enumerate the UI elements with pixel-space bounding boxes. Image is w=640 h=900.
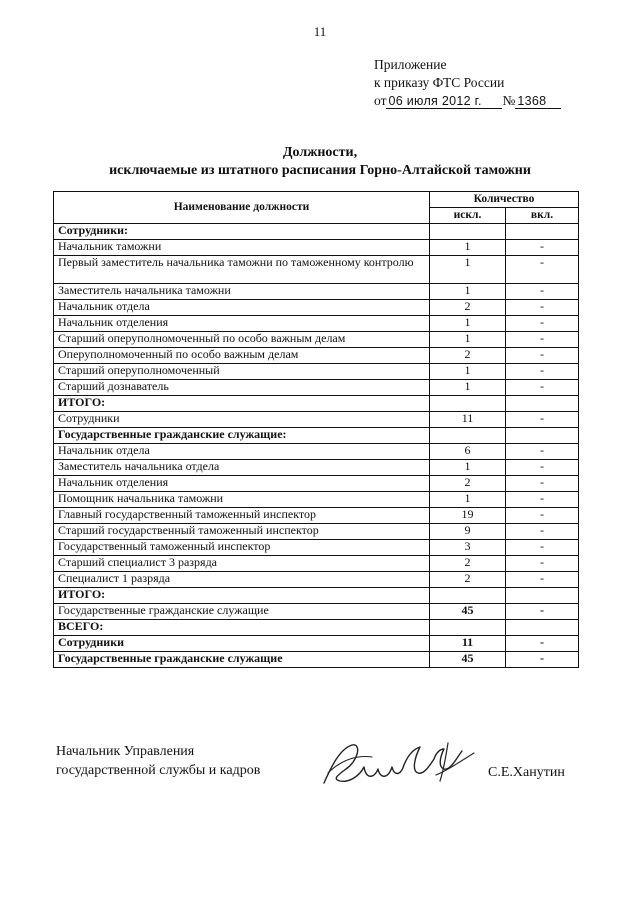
row-name: Начальник таможни (54, 240, 430, 256)
row-excl: 1 (430, 284, 506, 300)
table-row (54, 348, 579, 364)
row-incl: - (506, 444, 579, 460)
row-excl: 1 (430, 332, 506, 348)
row-incl: - (506, 316, 579, 332)
row-excl (430, 588, 506, 604)
row-name: Государственный таможенный инспектор (54, 540, 430, 556)
row-excl: 19 (430, 508, 506, 524)
row-excl: 2 (430, 556, 506, 572)
row-excl: 2 (430, 572, 506, 588)
table-row (54, 524, 579, 540)
number-prefix: № (502, 93, 516, 108)
row-incl: - (506, 524, 579, 540)
row-name: Старший государственный таможенный инспектор (54, 524, 430, 540)
positions-table (53, 191, 579, 668)
row-name: Старший оперуполномоченный по особо важным делам (54, 332, 430, 348)
row-incl: - (506, 300, 579, 316)
row-incl: - (506, 412, 579, 428)
table-row (54, 300, 579, 316)
row-excl: 11 (430, 412, 506, 428)
row-excl: 1 (430, 364, 506, 380)
row-excl (430, 428, 506, 444)
title-line-1: Должности, (282, 145, 358, 160)
row-name: Заместитель начальника отдела (54, 460, 430, 476)
page-number: 11 (313, 24, 327, 39)
row-name: Начальник отдела (54, 444, 430, 460)
row-incl (506, 428, 579, 444)
row-excl: 6 (430, 444, 506, 460)
row-excl: 1 (430, 460, 506, 476)
row-name: ИТОГО: (54, 588, 430, 604)
row-name: ВСЕГО: (54, 620, 430, 636)
table-row (54, 380, 579, 396)
header-position-name: Наименование должности (54, 192, 430, 224)
row-excl (430, 396, 506, 412)
row-incl: - (506, 572, 579, 588)
signer-name: С.Е.Ханутин (488, 765, 565, 780)
row-name: Начальник отделения (54, 476, 430, 492)
row-name: Государственные гражданские служащие (54, 652, 430, 668)
row-incl: - (506, 492, 579, 508)
row-incl: - (506, 508, 579, 524)
row-name: Сотрудники (54, 412, 430, 428)
row-incl: - (506, 636, 579, 652)
table-row (54, 396, 579, 412)
row-incl (506, 588, 579, 604)
signer-position-line-1: Начальник Управления (56, 744, 195, 759)
row-incl: - (506, 332, 579, 348)
appendix-date-line (374, 92, 561, 110)
signer-position-line-2: государственной службы и кадров (56, 763, 261, 778)
row-excl: 3 (430, 540, 506, 556)
table-row (54, 508, 579, 524)
table-row (54, 652, 579, 668)
table-row (54, 444, 579, 460)
row-name: Сотрудники: (54, 224, 430, 240)
row-name: Старший специалист 3 разряда (54, 556, 430, 572)
row-incl: - (506, 604, 579, 620)
row-name: Начальник отдела (54, 300, 430, 316)
row-excl: 9 (430, 524, 506, 540)
table-row (54, 540, 579, 556)
table-row (54, 256, 579, 284)
row-name: Заместитель начальника таможни (54, 284, 430, 300)
row-incl: - (506, 284, 579, 300)
row-excl: 2 (430, 476, 506, 492)
row-name: Оперуполномоченный по особо важным делам (54, 348, 430, 364)
row-incl: - (506, 380, 579, 396)
row-excl: 2 (430, 348, 506, 364)
row-name: Помощник начальника таможни (54, 492, 430, 508)
table-row (54, 556, 579, 572)
table-row (54, 460, 579, 476)
table-row (54, 332, 579, 348)
row-incl (506, 396, 579, 412)
row-incl (506, 620, 579, 636)
row-excl: 45 (430, 652, 506, 668)
table-row (54, 316, 579, 332)
signer-position (56, 742, 260, 780)
row-incl: - (506, 556, 579, 572)
date-prefix: от (374, 93, 387, 108)
table-row (54, 492, 579, 508)
header-quantity: Количество (430, 192, 579, 208)
appendix-block (374, 56, 561, 110)
row-incl (506, 224, 579, 240)
row-excl: 1 (430, 380, 506, 396)
row-name: Государственные гражданские служащие (54, 604, 430, 620)
row-excl: 11 (430, 636, 506, 652)
table-row (54, 572, 579, 588)
row-excl: 1 (430, 316, 506, 332)
document-title (0, 144, 640, 180)
table-row (54, 476, 579, 492)
row-incl: - (506, 256, 579, 284)
row-name: Старший оперуполномоченный (54, 364, 430, 380)
row-excl (430, 620, 506, 636)
row-name: Специалист 1 разряда (54, 572, 430, 588)
appendix-line-2: к приказу ФТС России (374, 75, 505, 90)
table-row (54, 364, 579, 380)
row-incl: - (506, 652, 579, 668)
header-excluded: искл. (430, 208, 506, 224)
row-excl: 1 (430, 240, 506, 256)
row-excl: 2 (430, 300, 506, 316)
row-incl: - (506, 364, 579, 380)
row-incl: - (506, 460, 579, 476)
row-name: Первый заместитель начальника таможни по таможенному контролю (54, 256, 430, 284)
row-excl: 1 (430, 492, 506, 508)
row-excl: 1 (430, 256, 506, 284)
row-name: Начальник отделения (54, 316, 430, 332)
row-incl: - (506, 240, 579, 256)
row-name: Государственные гражданские служащие: (54, 428, 430, 444)
row-excl: 45 (430, 604, 506, 620)
row-excl (430, 224, 506, 240)
row-incl: - (506, 476, 579, 492)
row-incl: - (506, 348, 579, 364)
handwritten-signature (318, 735, 478, 795)
row-name: Главный государственный таможенный инспектор (54, 508, 430, 524)
appendix-line-1: Приложение (374, 57, 447, 72)
row-name: Старший дознаватель (54, 380, 430, 396)
table-row (54, 412, 579, 428)
table-row (54, 240, 579, 256)
row-incl: - (506, 540, 579, 556)
order-number: 1368 (515, 94, 561, 109)
table-row (54, 428, 579, 444)
row-name: Сотрудники (54, 636, 430, 652)
table-row (54, 604, 579, 620)
table-row (54, 224, 579, 240)
header-included: вкл. (506, 208, 579, 224)
table-row (54, 588, 579, 604)
order-date: 06 июля 2012 г. (386, 94, 502, 109)
table-row (54, 636, 579, 652)
table-row (54, 620, 579, 636)
table-row (54, 284, 579, 300)
title-line-2: исключаемые из штатного расписания Горно-Алтайской таможни (109, 163, 531, 178)
row-name: ИТОГО: (54, 396, 430, 412)
